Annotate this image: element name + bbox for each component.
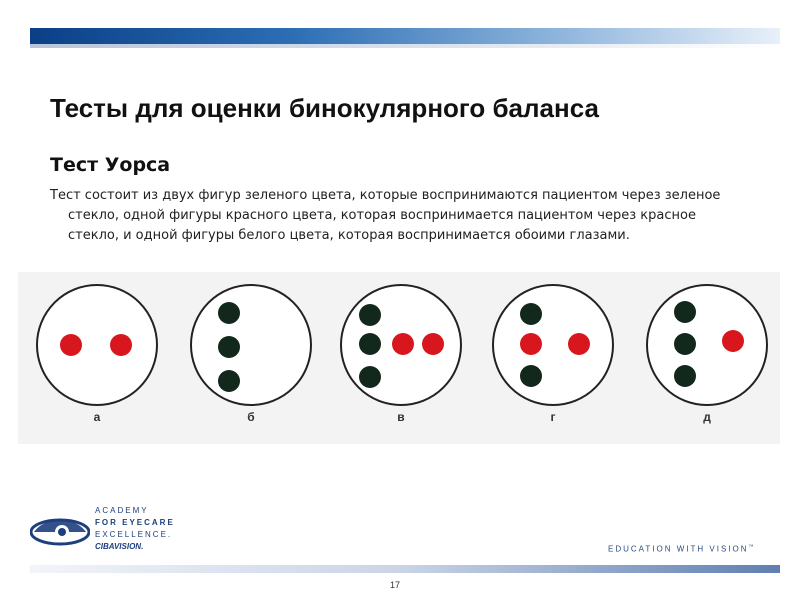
red-dot bbox=[422, 333, 444, 355]
figure-b bbox=[178, 272, 328, 444]
green-dot bbox=[359, 304, 381, 326]
figure-circle bbox=[340, 284, 462, 406]
slide-subtitle: Тест Уорса bbox=[50, 154, 171, 176]
description-line: Тест состоит из двух фигур зеленого цвета, которые воспринимаются пациентом через зеленое bbox=[50, 188, 721, 203]
description-paragraph bbox=[50, 186, 770, 246]
red-dot bbox=[568, 333, 590, 355]
figure-label: г bbox=[550, 410, 556, 424]
figure-label: б bbox=[247, 410, 255, 424]
green-dot bbox=[520, 303, 542, 325]
figure-v bbox=[328, 272, 478, 444]
green-dot bbox=[218, 336, 240, 358]
footer-bar bbox=[30, 565, 780, 573]
red-dot bbox=[722, 330, 744, 352]
figure-circle bbox=[492, 284, 614, 406]
figure-d bbox=[634, 272, 784, 444]
logo-text bbox=[95, 505, 175, 553]
green-dot bbox=[218, 370, 240, 392]
red-dot bbox=[60, 334, 82, 356]
figure-label: в bbox=[397, 410, 405, 424]
slide-title: Тесты для оценки бинокулярного баланса bbox=[50, 93, 599, 123]
figure-circle bbox=[646, 284, 768, 406]
green-dot bbox=[520, 365, 542, 387]
description-line: стекло, и одной фигуры белого цвета, которая воспринимается обоими глазами. bbox=[68, 228, 630, 243]
red-dot bbox=[110, 334, 132, 356]
figure-label: а bbox=[93, 410, 101, 424]
red-dot bbox=[520, 333, 542, 355]
academy-logo bbox=[30, 505, 180, 557]
tagline-text: EDUCATION WITH VISION bbox=[608, 544, 749, 554]
green-dot bbox=[674, 365, 696, 387]
footer-tagline bbox=[608, 544, 754, 554]
logo-line: ACADEMY bbox=[95, 506, 149, 515]
green-dot bbox=[674, 301, 696, 323]
worth-test-figures bbox=[18, 272, 780, 444]
logo-line: CIBAVISION. bbox=[95, 542, 144, 551]
green-dot bbox=[674, 333, 696, 355]
figure-a bbox=[24, 272, 174, 444]
logo-line: EXCELLENCE. bbox=[95, 530, 173, 539]
page-number: 17 bbox=[390, 580, 401, 590]
green-dot bbox=[359, 366, 381, 388]
eye-logo-icon bbox=[30, 510, 90, 554]
trademark-mark: ™ bbox=[748, 544, 754, 550]
green-dot bbox=[359, 333, 381, 355]
logo-line: FOR EYECARE bbox=[95, 518, 175, 527]
green-dot bbox=[218, 302, 240, 324]
figure-circle bbox=[36, 284, 158, 406]
figure-label: д bbox=[703, 410, 711, 424]
red-dot bbox=[392, 333, 414, 355]
header-bar bbox=[30, 28, 780, 44]
figure-g bbox=[480, 272, 630, 444]
description-line: стекло, одной фигуры красного цвета, которая воспринимается пациентом через красное bbox=[68, 208, 696, 223]
figure-circle bbox=[190, 284, 312, 406]
